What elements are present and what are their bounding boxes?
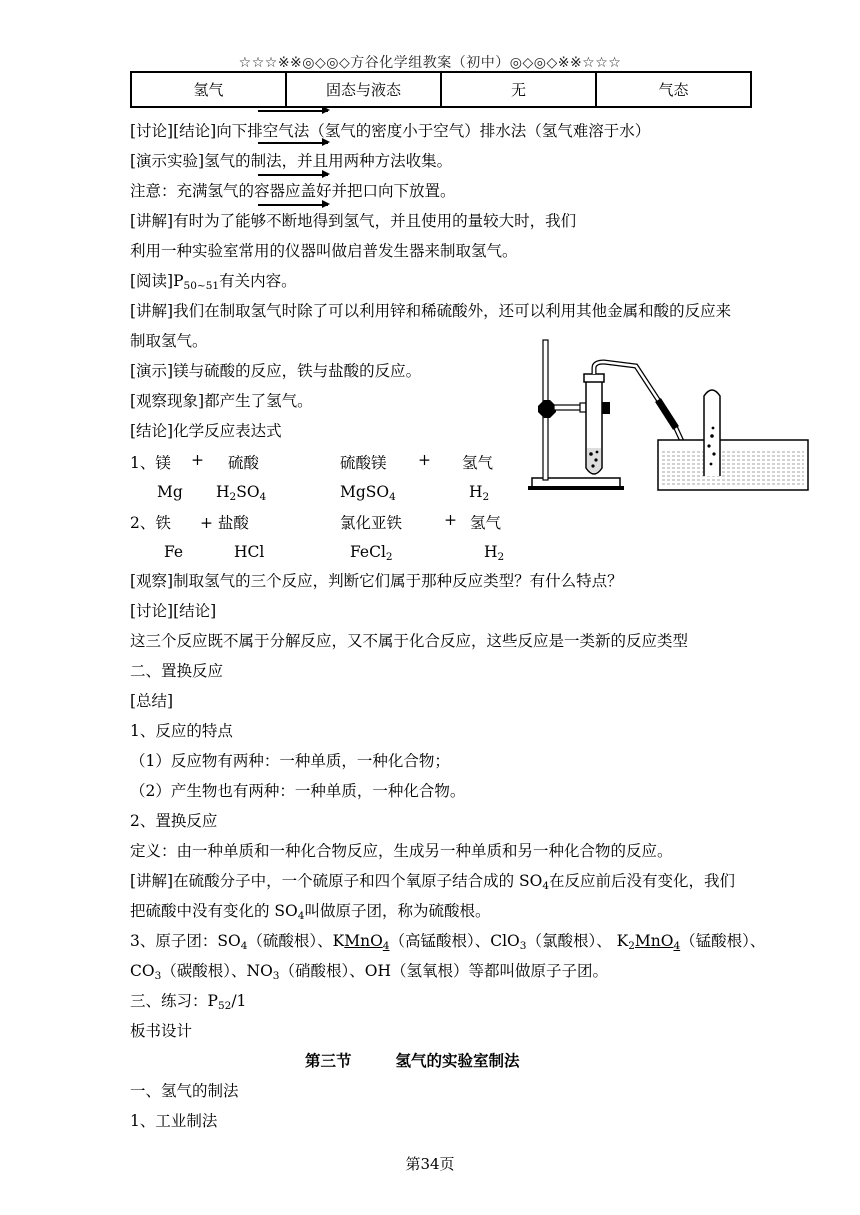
text-segment: 有关内容。	[219, 272, 297, 290]
formula-part: H	[216, 483, 230, 501]
text-line	[130, 961, 608, 986]
formula-part: MgSO	[340, 483, 390, 501]
gas-properties-table	[130, 71, 752, 108]
text-line: 1、工业制法	[130, 1112, 218, 1130]
subscript: 4	[259, 491, 267, 503]
table-cell: 气态	[596, 72, 751, 107]
text-line: 定义：由一种单质和一种化合物反应，生成另一种单质和另一种化合物的反应。	[130, 842, 673, 860]
formula	[350, 543, 393, 563]
formula-part: FeCl	[350, 543, 386, 561]
text-line	[130, 931, 765, 956]
eq-product: 氢气	[462, 454, 494, 472]
text-line: [结论]化学反应表达式	[130, 422, 282, 440]
subscript: 2	[628, 940, 635, 952]
text-segment: 叫做原子团，称为硫酸根。	[304, 902, 491, 920]
text-segment: MnO	[344, 932, 383, 950]
text-line: [讨论][结论]向下排空气法（氢气的密度小于空气）排水法（氢气难溶于水）	[130, 122, 651, 140]
text-line: 利用一种实验室常用的仪器叫做启普发生器来制取氢气。	[130, 242, 518, 260]
arrow-marker	[258, 110, 328, 112]
arrow-marker	[258, 174, 328, 176]
section-heading: 二、置换反应	[130, 662, 224, 680]
text-line: 板书设计	[130, 1022, 193, 1040]
eq-num: 2、铁	[130, 514, 171, 532]
text-line: 2、置换反应	[130, 812, 218, 830]
text-line: [讨论][结论]	[130, 602, 217, 620]
text-segment: 把硫酸中没有变化的 SO	[130, 902, 298, 920]
formula	[216, 483, 266, 503]
text-segment: 三、练习：P	[130, 992, 218, 1010]
subscript: 4	[389, 491, 396, 503]
text-segment: [阅读]P	[130, 272, 184, 290]
eq-product: 硫酸镁	[340, 454, 387, 472]
subscript: 2	[385, 551, 393, 563]
formula: HCl	[234, 543, 265, 561]
section-title	[305, 1051, 520, 1071]
text-line: [总结]	[130, 692, 174, 710]
text-line: 注意：充满氢气的容器应盖好并把口向下放置。	[130, 182, 456, 200]
section-name: 氢气的实验室制法	[395, 1051, 520, 1070]
eq-product: 氯化亚铁	[340, 514, 403, 532]
subscript: 3	[154, 970, 162, 982]
eq-reactant: 硫酸	[228, 454, 260, 472]
hydrogen-apparatus-illustration	[518, 336, 818, 498]
text-line: 制取氢气。	[130, 332, 208, 350]
formula	[469, 483, 489, 503]
text-line: 这三个反应既不属于分解反应，又不属于化合反应，这些反应是一类新的反应类型	[130, 632, 689, 650]
text-line: （1）反应物有两种：一种单质，一种化合物；	[130, 752, 450, 770]
subscript: 50~51	[183, 280, 220, 292]
text-line	[130, 271, 297, 296]
text-line: 一、氢气的制法	[130, 1082, 239, 1100]
subscript: 4	[382, 940, 390, 952]
eq-reactant: + 盐酸	[200, 514, 249, 532]
subscript: 2	[482, 491, 490, 503]
eq-plus: +	[191, 451, 204, 469]
text-segment: （高锰酸根）、ClO	[389, 932, 520, 950]
formula: Fe	[164, 543, 184, 561]
subscript: 52	[217, 1000, 232, 1012]
eq-product: 氢气	[470, 514, 502, 532]
page-number: 第34页	[405, 1155, 455, 1173]
formula	[484, 543, 504, 563]
text-line: [演示]镁与硫酸的反应，铁与盐酸的反应。	[130, 362, 422, 380]
table-cell: 固态与液态	[286, 72, 441, 107]
arrow-marker	[258, 204, 328, 206]
text-segment: （硝酸根）、OH（氢氧根）等都叫做原子子团。	[279, 962, 608, 980]
section-number: 第三节	[305, 1051, 352, 1070]
eq-num: 1、镁	[130, 454, 171, 472]
text-segment: （锰酸根）、	[680, 932, 766, 950]
text-line: [讲解]我们在制取氢气时除了可以利用锌和稀硫酸外，还可以利用其他金属和酸的反应来	[130, 302, 732, 320]
subscript: 4	[240, 940, 248, 952]
subscript: 3	[519, 940, 527, 952]
text-segment: MnO	[634, 932, 674, 950]
subscript: 2	[229, 491, 237, 503]
eq-plus: +	[418, 451, 431, 469]
subscript: 2	[497, 551, 505, 563]
text-line: [观察]制取氢气的三个反应，判断它们属于那种反应类型？有什么特点？	[130, 572, 623, 590]
formula: Mg	[157, 483, 183, 501]
text-segment: 3、原子团：SO	[130, 932, 241, 950]
text-line: [演示实验]氢气的制法，并且用两种方法收集。	[130, 152, 453, 170]
text-segment: （碳酸根）、NO	[161, 962, 273, 980]
text-segment: [讲解]在硫酸分子中，一个硫原子和四个氧原子结合成的 SO	[130, 872, 543, 890]
text-line	[130, 901, 490, 926]
text-segment: 在反应前后没有变化，我们	[549, 872, 736, 890]
subscript: 4	[673, 940, 681, 952]
table-cell: 氢气	[131, 72, 286, 107]
text-segment: /1	[231, 992, 247, 1010]
formula-part: SO	[236, 483, 260, 501]
eq-plus: +	[444, 511, 457, 529]
page-header: ☆☆☆※※◎◇◎◇方谷化学组教案（初中）◎◇◎◇※※☆☆☆	[238, 55, 622, 71]
subscript: 4	[297, 910, 305, 922]
formula-part: H	[469, 483, 483, 501]
text-line	[130, 991, 246, 1016]
table-row	[131, 72, 751, 107]
text-segment: （硫酸根）、K	[247, 932, 345, 950]
text-line: 1、反应的特点	[130, 722, 233, 740]
formula	[340, 483, 396, 503]
arrow-marker	[258, 142, 328, 144]
table-cell: 无	[441, 72, 596, 107]
text-line	[130, 871, 735, 896]
formula-part: H	[484, 543, 498, 561]
subscript: 3	[272, 970, 280, 982]
text-segment: CO	[130, 962, 155, 980]
text-segment: （氯酸根）、 K	[526, 932, 629, 950]
text-line: [讲解]有时为了能够不断地得到氢气，并且使用的量较大时，我们	[130, 212, 577, 230]
text-line: （2）产生物也有两种：一种单质，一种化合物。	[130, 782, 466, 800]
text-line: [观察现象]都产生了氢气。	[130, 392, 313, 410]
subscript: 4	[542, 880, 550, 892]
